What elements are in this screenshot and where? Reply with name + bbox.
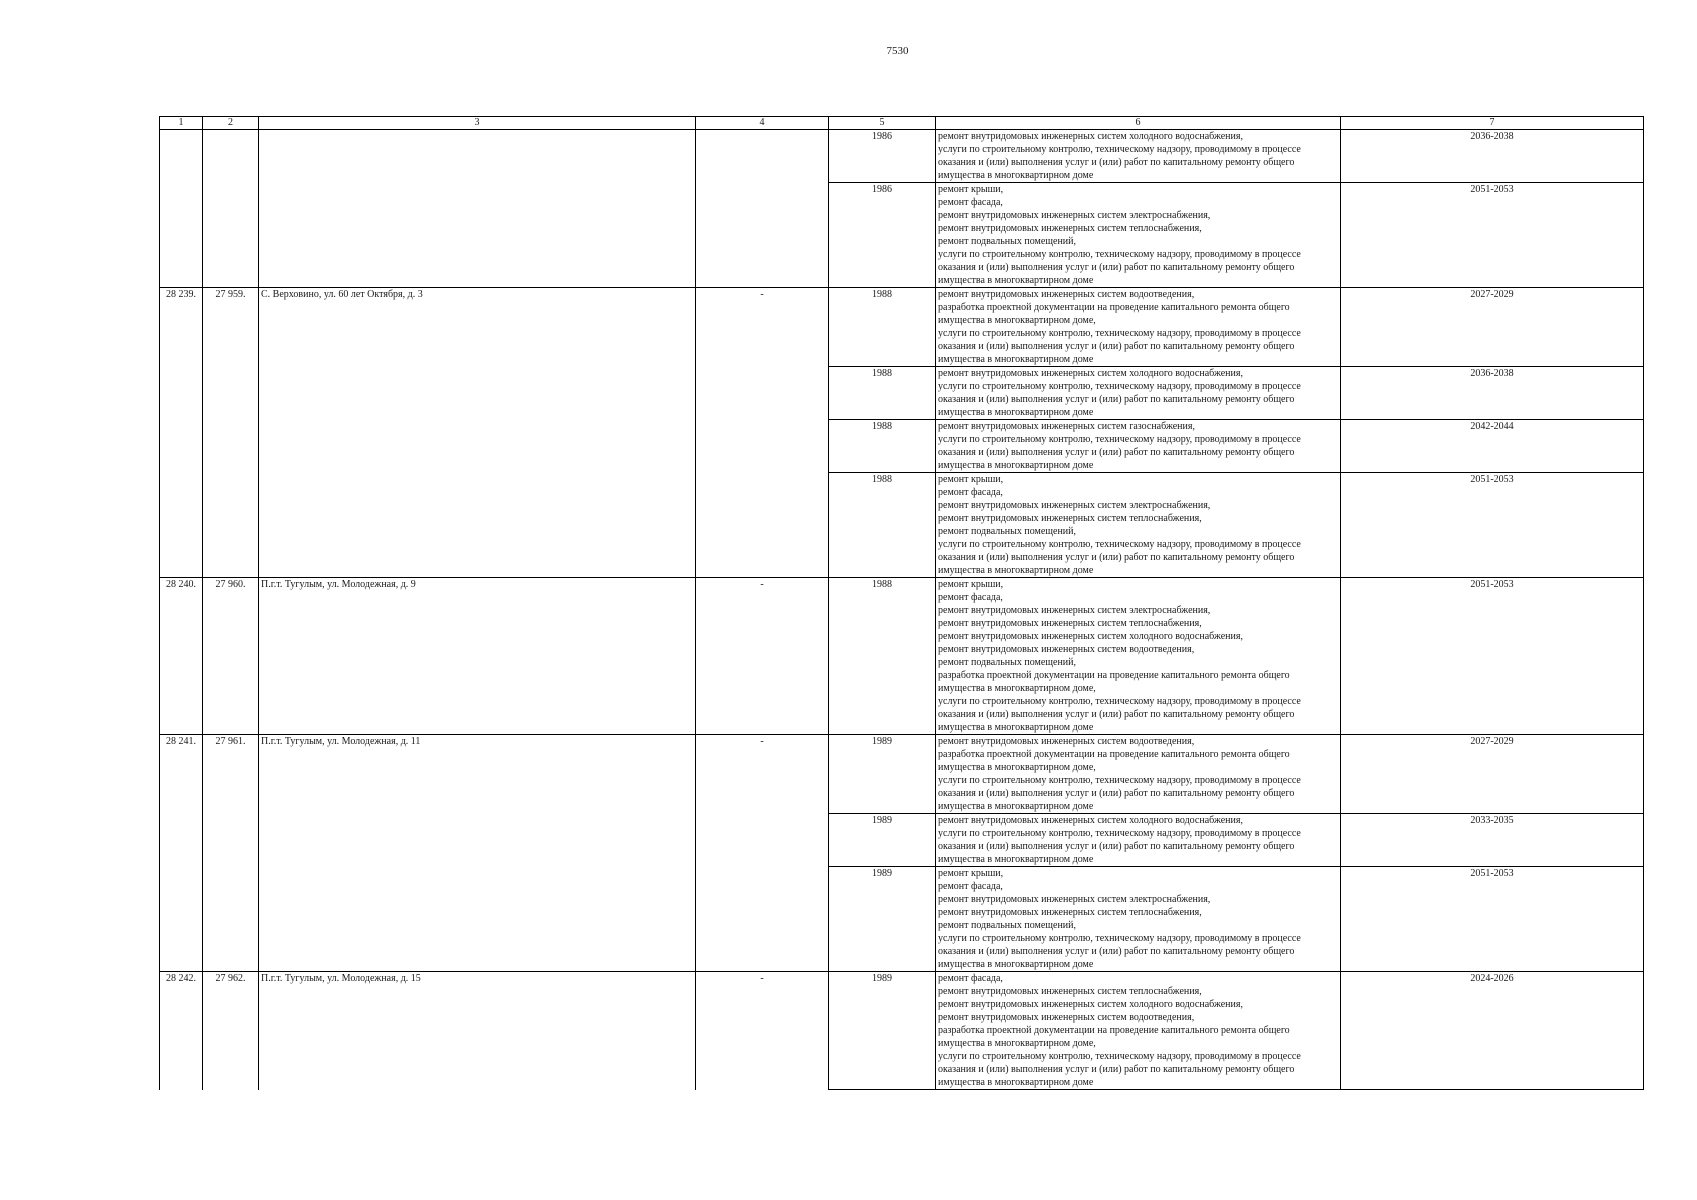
- period-cell: 2027-2029: [1341, 288, 1644, 367]
- year-cell: 1989: [829, 735, 936, 814]
- year-cell: 1986: [829, 183, 936, 288]
- year-cell: 1989: [829, 867, 936, 972]
- works-cell: ремонт внутридомовых инженерных систем холодного водоснабжения, услуги по строительному контролю, техническому надзору, проводимому в процессе оказания и (или) выполнения услуг и (или) работ по капитальному ремонту общего имущества в многоквартирном доме: [936, 130, 1341, 183]
- address-cell: П.г.т. Тугулым, ул. Молодежная, д. 9: [259, 578, 696, 735]
- page-number: 7530: [886, 45, 909, 57]
- row-number-cell: 28 239.: [160, 288, 203, 578]
- col4-cell: -: [696, 735, 829, 972]
- period-cell: 2024-2026: [1341, 972, 1644, 1090]
- period-cell: 2036-2038: [1341, 367, 1644, 420]
- period-cell: 2036-2038: [1341, 130, 1644, 183]
- table-row: [160, 735, 1644, 814]
- col4-cell: -: [696, 972, 829, 1090]
- row-number-cell: 28 242.: [160, 972, 203, 1090]
- works-cell: ремонт внутридомовых инженерных систем водоотведения, разработка проектной документации на проведение капитального ремонта общего имущества в многоквартирном доме, услуги по строительному контролю, техническому надзору, проводимому в процессе оказания и (или) выполнения услуг и (или) работ по капитальному ремонту общего имущества в многоквартирном доме: [936, 288, 1341, 367]
- capital-repair-table: [159, 116, 1644, 1090]
- table-row: [160, 288, 1644, 367]
- year-cell: 1988: [829, 473, 936, 578]
- period-cell: 2051-2053: [1341, 578, 1644, 735]
- column-header: 5: [829, 117, 936, 130]
- row-number2-cell: 27 960.: [203, 578, 259, 735]
- works-cell: ремонт крыши, ремонт фасада, ремонт внутридомовых инженерных систем электроснабжения, ремонт внутридомовых инженерных систем теплоснабжения, ремонт подвальных помещений, услуги по строительному контролю, техническому надзору, проводимому в процессе оказания и (или) выполнения услуг и (или) работ по капитальному ремонту общего имущества в многоквартирном доме: [936, 473, 1341, 578]
- row-number2-cell: 27 961.: [203, 735, 259, 972]
- period-cell: 2051-2053: [1341, 473, 1644, 578]
- col4-cell: [696, 130, 829, 288]
- works-cell: ремонт внутридомовых инженерных систем холодного водоснабжения, услуги по строительному контролю, техническому надзору, проводимому в процессе оказания и (или) выполнения услуг и (или) работ по капитальному ремонту общего имущества в многоквартирном доме: [936, 814, 1341, 867]
- row-number-cell: 28 240.: [160, 578, 203, 735]
- row-number2-cell: 27 959.: [203, 288, 259, 578]
- year-cell: 1988: [829, 288, 936, 367]
- works-cell: ремонт крыши, ремонт фасада, ремонт внутридомовых инженерных систем электроснабжения, ремонт внутридомовых инженерных систем теплоснабжения, ремонт внутридомовых инженерных систем холодного водоснабжения, ремонт внутридомовых инженерных систем водоотведения, ремонт подвальных помещений, разработка проектной документации на проведение капитального ремонта общего имущества в многоквартирном доме, услуги по строительному контролю, техническому надзору, проводимому в процессе оказания и (или) выполнения услуг и (или) работ по капитальному ремонту общего имущества в многоквартирном доме: [936, 578, 1341, 735]
- row-number-cell: 28 241.: [160, 735, 203, 972]
- column-header: 4: [696, 117, 829, 130]
- works-cell: ремонт фасада, ремонт внутридомовых инженерных систем теплоснабжения, ремонт внутридомовых инженерных систем холодного водоснабжения, ремонт внутридомовых инженерных систем водоотведения, разработка проектной документации на проведение капитального ремонта общего имущества в многоквартирном доме, услуги по строительному контролю, техническому надзору, проводимому в процессе оказания и (или) выполнения услуг и (или) работ по капитальному ремонту общего имущества в многоквартирном доме: [936, 972, 1341, 1090]
- row-number-cell: [160, 130, 203, 288]
- period-cell: 2033-2035: [1341, 814, 1644, 867]
- col4-cell: -: [696, 578, 829, 735]
- works-cell: ремонт внутридомовых инженерных систем водоотведения, разработка проектной документации на проведение капитального ремонта общего имущества в многоквартирном доме, услуги по строительному контролю, техническому надзору, проводимому в процессе оказания и (или) выполнения услуг и (или) работ по капитальному ремонту общего имущества в многоквартирном доме: [936, 735, 1341, 814]
- col4-cell: -: [696, 288, 829, 578]
- year-cell: 1989: [829, 814, 936, 867]
- period-cell: 2051-2053: [1341, 183, 1644, 288]
- column-header: 1: [160, 117, 203, 130]
- table-header: [160, 117, 1644, 130]
- table-row: [160, 578, 1644, 735]
- works-cell: ремонт крыши, ремонт фасада, ремонт внутридомовых инженерных систем электроснабжения, ремонт внутридомовых инженерных систем теплоснабжения, ремонт подвальных помещений, услуги по строительному контролю, техническому надзору, проводимому в процессе оказания и (или) выполнения услуг и (или) работ по капитальному ремонту общего имущества в многоквартирном доме: [936, 867, 1341, 972]
- row-number2-cell: 27 962.: [203, 972, 259, 1090]
- column-header: 6: [936, 117, 1341, 130]
- period-cell: 2027-2029: [1341, 735, 1644, 814]
- year-cell: 1988: [829, 367, 936, 420]
- row-number2-cell: [203, 130, 259, 288]
- address-cell: П.г.т. Тугулым, ул. Молодежная, д. 11: [259, 735, 696, 972]
- year-cell: 1988: [829, 578, 936, 735]
- works-cell: ремонт внутридомовых инженерных систем холодного водоснабжения, услуги по строительному контролю, техническому надзору, проводимому в процессе оказания и (или) выполнения услуг и (или) работ по капитальному ремонту общего имущества в многоквартирном доме: [936, 367, 1341, 420]
- address-cell: С. Верховино, ул. 60 лет Октября, д. 3: [259, 288, 696, 578]
- year-cell: 1989: [829, 972, 936, 1090]
- column-header: 3: [259, 117, 696, 130]
- address-cell: П.г.т. Тугулым, ул. Молодежная, д. 15: [259, 972, 696, 1090]
- address-cell: [259, 130, 696, 288]
- table-body: [160, 130, 1644, 1090]
- year-cell: 1986: [829, 130, 936, 183]
- column-header: 2: [203, 117, 259, 130]
- table-row: [160, 130, 1644, 183]
- column-header: 7: [1341, 117, 1644, 130]
- period-cell: 2051-2053: [1341, 867, 1644, 972]
- works-cell: ремонт крыши, ремонт фасада, ремонт внутридомовых инженерных систем электроснабжения, ремонт внутридомовых инженерных систем теплоснабжения, ремонт подвальных помещений, услуги по строительному контролю, техническому надзору, проводимому в процессе оказания и (или) выполнения услуг и (или) работ по капитальному ремонту общего имущества в многоквартирном доме: [936, 183, 1341, 288]
- year-cell: 1988: [829, 420, 936, 473]
- table-row: [160, 972, 1644, 1090]
- works-cell: ремонт внутридомовых инженерных систем газоснабжения, услуги по строительному контролю, техническому надзору, проводимому в процессе оказания и (или) выполнения услуг и (или) работ по капитальному ремонту общего имущества в многоквартирном доме: [936, 420, 1341, 473]
- period-cell: 2042-2044: [1341, 420, 1644, 473]
